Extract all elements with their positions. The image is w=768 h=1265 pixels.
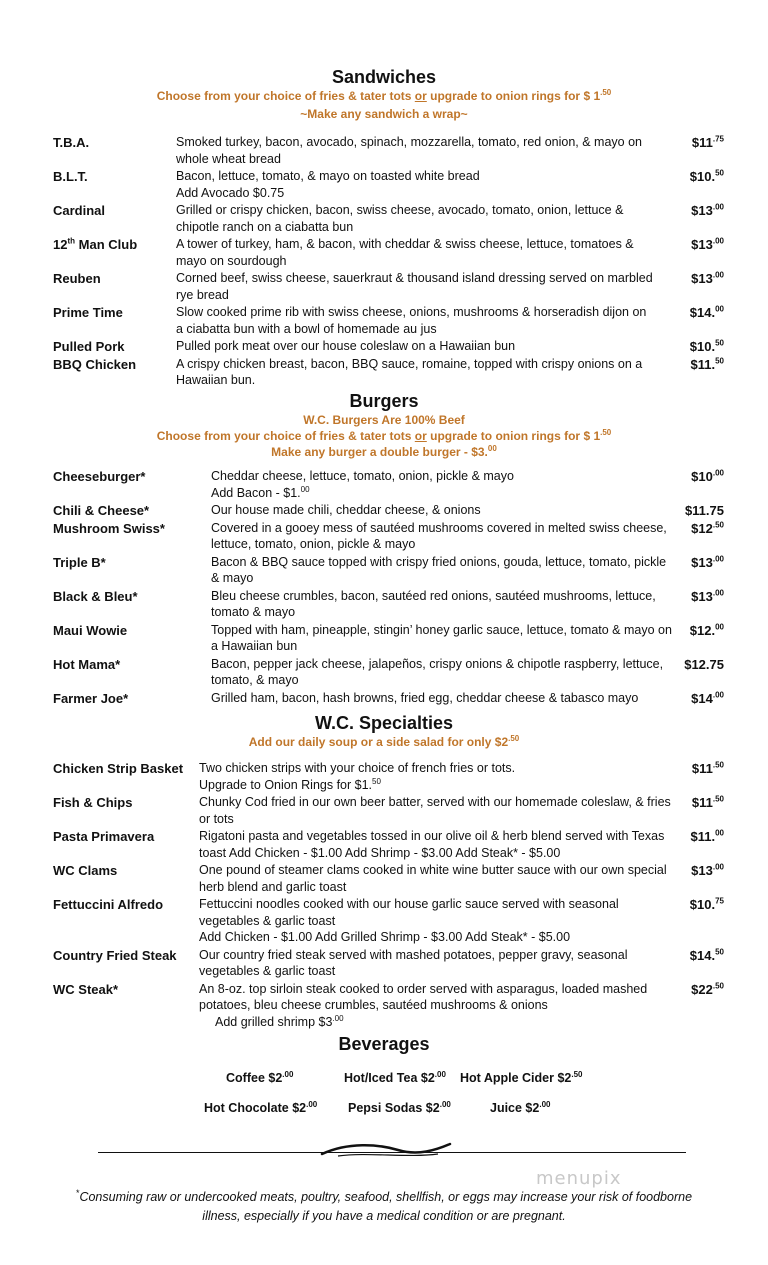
specialties-section [0,712,768,1031]
item-addon-cents: .00 [332,1013,344,1023]
price-dollars: $10. [689,169,716,184]
price-cents: 50 [715,947,724,957]
menu-item [0,520,768,553]
item-price [691,468,724,485]
item-name: Maui Wowie [53,622,128,638]
price-dollars: $22 [691,981,713,997]
price-cents: .75 [712,134,724,144]
item-name: Black & Bleu* [53,588,138,604]
item-name [53,236,137,253]
item-addon: Add grilled shrimp $3 [215,1014,333,1029]
sandwiches-list [0,134,768,389]
item-description [199,862,677,895]
item-name: Cheeseburger* [53,469,146,484]
item-description-text: Pulled pork meat over our house coleslaw on a Hawaiian bun [176,339,516,353]
item-description-text: Corned beef, swiss cheese, sauerkraut & thousand island dressing served on marbled rye bread [176,271,653,302]
price-cents: .00 [712,588,724,598]
menu-item [0,236,768,269]
item-description [199,794,677,827]
item-price [690,338,724,355]
item-name-suffix: th [67,236,76,246]
item-description-text: Bleu cheese crumbles, bacon, sautéed red onions, sautéed mushrooms, lettuce, tomato & mayo [211,588,656,619]
item-name: Pasta Primavera [53,829,155,844]
item-description [176,270,656,303]
item-name-number: 12 [53,237,68,252]
price-cents: 50 [715,168,724,178]
item-description-text: Our country fried steak served with mashed potatoes, pepper gravy, seasonal vegetables & garlic toast [199,947,628,978]
item-name: T.B.A. [53,135,90,150]
item-description-text: Topped with ham, pineapple, stingin’ honey garlic sauce, lettuce, tomato & mayo on a Hawaiian bun [211,622,672,653]
item-description [211,520,676,553]
price-cents: 00 [715,304,724,314]
item-description-text: One pound of steamer clams cooked in white wine butter sauce with our own special herb blend and garlic toast [199,863,667,894]
sandwiches-wrap-note: ~Make any sandwich a wrap~ [300,107,468,121]
specialties-list [0,760,768,1030]
item-description [211,468,676,501]
item-addon: Add Bacon - $1. [211,485,301,500]
sandwiches-title: Sandwiches [331,67,437,87]
item-description [211,690,676,707]
price-dollars: $14. [689,305,716,320]
item-name: WC Clams [53,863,118,878]
item-addon-cents: 50 [372,776,381,786]
item-description-text: Slow cooked prime rib with swiss cheese, onions, mushrooms & horseradish dijon on a ciabatta bun with a bowl of homemade au jus [176,305,647,336]
price-dollars: $10. [689,339,716,354]
price-cents: .00 [712,236,724,246]
item-description-text: Rigatoni pasta and vegetables tossed in our olive oil & herb blend served with Texas toast Add Chicken - $1.00 Add Shrimp - $3.00 Add Steak* - $5.00 [199,829,665,860]
item-description [211,502,676,519]
price-cents: 50 [715,356,724,366]
price-cents: 75 [709,503,724,518]
burgers-list [0,468,768,706]
item-addon: Upgrade to Onion Rings for $1. [199,777,373,792]
watermark: menupix [536,1168,622,1189]
item-price [690,896,724,913]
item-description-text: Grilled ham, bacon, hash browns, fried egg, cheddar cheese & tabasco mayo [211,690,639,705]
menu-item [0,554,768,587]
price-cents: .50 [712,981,724,991]
item-description [199,947,677,980]
burgers-section [0,390,768,707]
item-price [684,656,724,673]
price-dollars: $11 [691,135,713,150]
item-price [691,588,724,605]
specialties-title: W.C. Specialties [314,713,454,733]
item-description-text: Cheddar cheese, lettuce, tomato, onion, pickle & mayo [211,469,514,483]
item-name: Country Fried Steak [53,947,177,963]
beverage-item: Hot Apple Cider $\$2^{.50}$ [460,1069,583,1085]
price-cents: .00 [712,554,724,564]
price-cents: .00 [712,202,724,212]
item-name: Farmer Joe* [53,690,129,706]
price-dollars: $13 [691,863,713,878]
item-description-text: Grilled or crispy chicken, bacon, swiss cheese, avocado, tomato, onion, lettuce & chipotle ranch on a ciabatta bun [176,203,624,234]
item-price [691,828,725,845]
price-dollars: $13 [691,203,713,218]
price-cents: .50 [712,760,724,770]
menu-item [0,981,768,1031]
menu-item [0,356,768,389]
item-price [692,760,724,777]
menu-item [0,656,768,689]
item-description-text: Bacon & BBQ sauce topped with crispy fried onions, gouda, lettuce, tomato, pickle & mayo [211,554,667,585]
price-dollars: $11. [684,503,710,518]
item-description [176,134,656,167]
item-name: Prime Time [53,305,123,320]
burgers-title: Burgers [349,391,419,411]
price-dollars: $12. [684,656,710,672]
price-dollars: $13 [691,554,713,570]
menu-item [0,270,768,303]
item-description [211,554,676,587]
item-name: Reuben [53,271,101,286]
price-dollars: $11. [690,356,716,372]
price-dollars: $14. [689,947,716,963]
item-name: Triple B* [53,554,106,570]
item-name: Fettuccini Alfredo [53,897,164,912]
menu-item [0,690,768,707]
item-description [211,588,676,621]
price-cents: 00 [715,828,724,838]
item-price [691,236,724,253]
item-name: B.L.T. [53,169,88,184]
item-price [691,202,724,219]
price-dollars: $10. [689,897,716,912]
item-description [176,356,656,389]
item-description-text: Covered in a gooey mess of sautéed mushrooms covered in melted swiss cheese, lettuce, tomato, onion, pickle & mayo [211,520,667,551]
burgers-beef-note: W.C. Burgers Are 100% Beef [303,413,465,427]
price-cents: 50 [715,338,724,348]
price-cents: 75 [715,896,724,906]
price-cents: .50 [712,520,724,530]
item-name: Pulled Pork [53,339,125,354]
price-dollars: $11. [690,829,716,844]
item-name-rest: Man Club [75,237,138,252]
price-dollars: $11 [691,761,713,776]
menu-item [0,622,768,655]
item-description-text: Chunky Cod fried in our own beer batter, served with our homemade coleslaw, & fries or tots [199,795,671,826]
item-name: Fish & Chips [53,795,133,810]
item-price [691,862,724,879]
price-dollars: $13 [691,237,713,252]
item-price [691,270,724,287]
item-price [685,502,724,519]
item-description [199,828,677,861]
item-description-text: Our house made chili, cheddar cheese, & onions [211,503,481,517]
price-cents: .00 [712,862,724,872]
price-dollars: $11 [691,795,713,810]
menu-item [0,134,768,167]
item-price [690,947,724,964]
beverage-item: Pepsi Sodas $\$2^{.00}$ [348,1099,451,1115]
item-description [176,202,656,235]
menu-item [0,588,768,621]
item-price [691,356,725,373]
price-cents: 00 [715,622,724,632]
menu-item [0,794,768,827]
menu-item [0,338,768,355]
price-dollars: $12. [689,622,716,638]
menu-item [0,760,768,793]
item-addon-cents: 00 [300,484,310,494]
price-dollars: $10 [691,469,713,484]
price-dollars: $14 [691,690,713,706]
price-dollars: $13 [691,271,713,286]
beverage-item: Coffee $\$2^{.00}$ [226,1069,294,1085]
item-price [690,168,724,185]
beverage-item: Hot Chocolate $\$2^{.00}$ [204,1099,318,1115]
health-disclaimer: *Consuming raw or undercooked meats, poultry, seafood, shellfish, or eggs may increase your risk of foodborne illness, especially if you have a medical condition or are pregnant. [75,1187,693,1223]
item-description [211,622,676,655]
item-description [199,760,677,793]
item-description-text: Bacon, lettuce, tomato, & mayo on toasted white bread Add Avocado $0.75 [176,169,480,200]
menu-item [0,828,768,861]
item-description [176,236,656,269]
burgers-double-note: Make any burger a double burger - $3.00 [271,444,497,459]
item-description [176,168,656,201]
beverage-item: Hot/Iced Tea $\$2^{.00}$ [344,1069,446,1085]
menu-item [0,947,768,980]
item-description-text: A crispy chicken breast, bacon, BBQ sauce, romaine, topped with crispy onions on a Hawaiian bun. [176,356,643,387]
item-name: BBQ Chicken [53,356,137,372]
burgers-sides-note: Choose from your choice of fries & tater tots or upgrade to onion rings for $ $1^{.50}$ [156,428,612,443]
menu-item [0,502,768,519]
menu-item [0,202,768,235]
item-description-text: Bacon, pepper jack cheese, jalapeños, crispy onions & chipotle raspberry, lettuce, tomato, & mayo [211,656,664,687]
menu-item [0,304,768,337]
menu-item [0,862,768,895]
price-cents: .00 [712,270,724,280]
item-name: Mushroom Swiss* [53,520,165,536]
item-name: WC Steak* [53,981,119,997]
item-description-text: A tower of turkey, ham, & bacon, with cheddar & swiss cheese, lettuce, tomatoes & mayo on sourdough [176,237,634,268]
item-description-text: Two chicken strips with your choice of french fries or tots. [199,761,516,775]
beverage-item: Juice $\$2^{.00}$ [490,1099,551,1115]
price-cents: .50 [712,794,724,804]
menu-item [0,168,768,201]
menu-item [0,468,768,501]
item-description-text: Fettuccini noodles cooked with our house garlic sauce served with seasonal vegetables & garlic toast Add Chicken - $1.00 Add Grilled Shrimp - $3.00 Add Steak* - $5.00 [199,897,619,944]
item-name: Chili & Cheese* [53,503,150,518]
sandwiches-sides-note: Choose from your choice of fries & tater tots or upgrade to onion rings for $ $1^{.50}$ [156,88,612,103]
item-name: Cardinal [53,203,106,218]
item-price [691,690,724,707]
price-cents: 75 [709,656,724,672]
item-description [211,656,676,689]
item-description [199,981,677,1031]
item-price [690,622,724,639]
item-name: Hot Mama* [53,656,121,672]
item-description-text: An 8-oz. top sirloin steak cooked to order served with asparagus, loaded mashed potatoes, bleu cheese crumbles, sautéed mushrooms & onions [199,981,648,1012]
item-price [691,520,724,537]
item-price [691,554,724,571]
item-description [176,338,656,355]
price-cents: .00 [712,690,724,700]
item-name: Chicken Strip Basket [53,761,184,776]
menu-item [0,896,768,946]
item-description [199,896,677,946]
specialties-soup-note: Add our daily soup or a side salad for only $\$2^{.50}$ [248,734,520,749]
item-price [692,794,724,811]
beverages-title: Beverages [338,1034,430,1054]
price-cents: .00 [712,468,724,478]
item-price [692,134,724,151]
item-description-text: Smoked turkey, bacon, avocado, spinach, mozzarella, tomato, red onion, & mayo on whole wheat bread [176,135,642,166]
item-price [690,304,724,321]
item-price [691,981,724,998]
swirl-ornament-icon [318,1140,458,1164]
item-description [176,304,656,337]
sandwiches-section [0,66,768,390]
price-dollars: $12 [691,520,713,536]
price-dollars: $13 [691,588,713,604]
